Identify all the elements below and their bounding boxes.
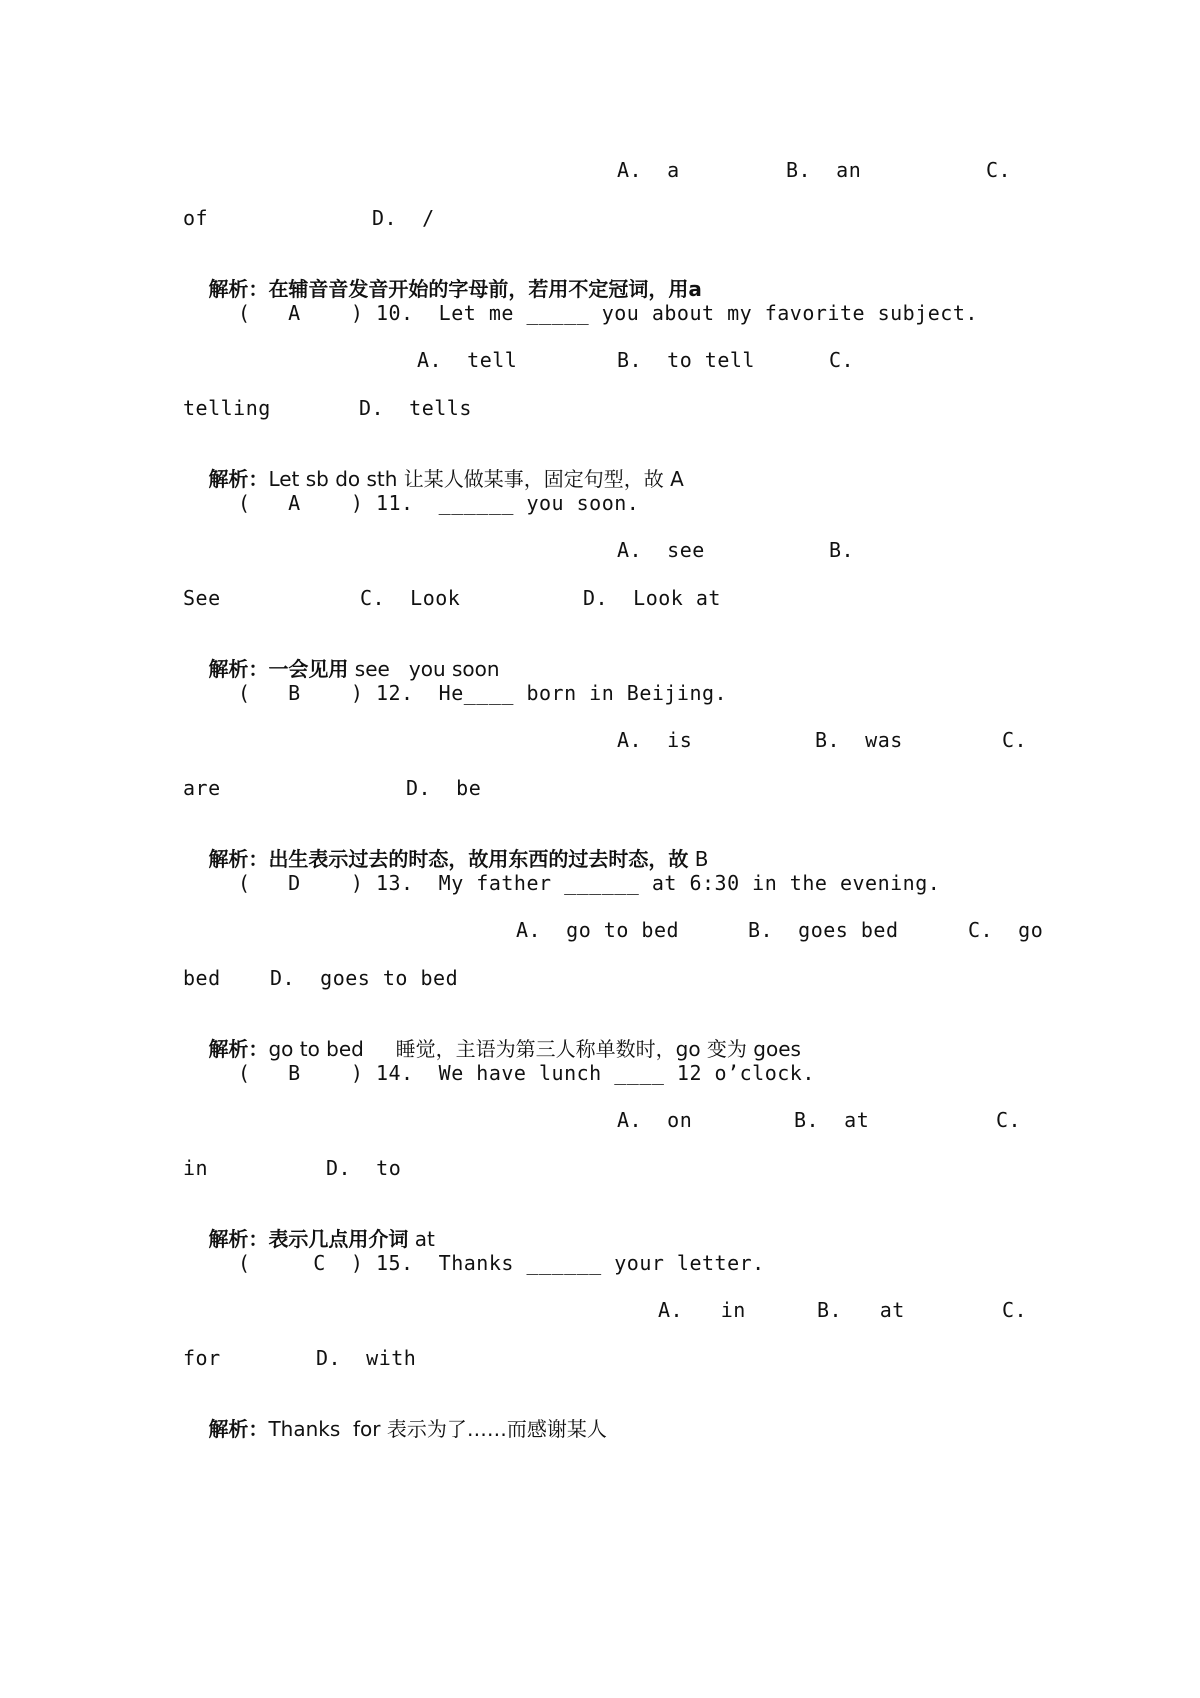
analysis-label: 解析：	[208, 1227, 269, 1251]
question-14: ( B ) 14. We have lunch ____ 12 o’clock.	[238, 1061, 815, 1085]
option-d: D. to	[326, 1156, 402, 1180]
analysis-label: 解析：	[208, 277, 269, 301]
option-b: B. at	[794, 1108, 870, 1132]
question-12: ( B ) 12. He____ born in Beijing.	[238, 681, 728, 705]
analysis-bold-text: 表示几点用介词	[268, 1227, 409, 1251]
question-13: ( D ) 13. My father ______ at 6:30 in the evening.	[238, 871, 941, 895]
option-b: B. an	[786, 158, 862, 182]
option-c: C.	[986, 158, 1012, 182]
option-c: C. Look	[360, 586, 461, 610]
question-11: ( A ) 11. ______ you soon.	[238, 491, 640, 515]
option-a: A. tell	[417, 348, 518, 372]
option-c: C.	[1002, 1298, 1028, 1322]
option-a: A. in	[658, 1298, 746, 1322]
analysis-bold-text: 出生表示过去的时态，故用东西的过去时态，故	[268, 847, 689, 871]
analysis-label: 解析：	[208, 657, 269, 681]
analysis-label: 解析：	[208, 847, 269, 871]
option-c: C.	[829, 348, 855, 372]
option-d: D. with	[316, 1346, 417, 1370]
option-c-text: for	[183, 1346, 221, 1370]
option-c: C. go	[968, 918, 1044, 942]
analysis-label: 解析：	[208, 467, 269, 491]
option-c: C.	[1002, 728, 1028, 752]
option-b: B. to tell	[617, 348, 755, 372]
analysis-text: see you soon	[348, 657, 500, 681]
option-d: D. tells	[359, 396, 472, 420]
question-15: ( C ) 15. Thanks ______ your letter.	[238, 1251, 765, 1275]
question-10: ( A ) 10. Let me _____ you about my favorite subject.	[238, 301, 978, 325]
analysis-label: 解析：	[208, 1417, 269, 1441]
option-b: B.	[829, 538, 855, 562]
option-a: A. is	[617, 728, 693, 752]
analysis-text: B	[688, 847, 709, 871]
analysis-label: 解析：	[208, 1037, 269, 1061]
analysis-text: go to bed 睡觉，主语为第三人称单数时，go 变为 goes	[268, 1037, 801, 1061]
option-c-text: in	[183, 1156, 209, 1180]
option-c-text: telling	[183, 396, 271, 420]
option-d: D. goes to bed	[270, 966, 459, 990]
option-b: B. was	[815, 728, 903, 752]
option-c-text: bed	[183, 966, 221, 990]
analysis-bold-text: 在辅音音发音开始的字母前，若用不定冠词，用a	[268, 277, 702, 301]
option-b: B. at	[817, 1298, 905, 1322]
option-d: D. be	[406, 776, 482, 800]
option-b: B. goes bed	[748, 918, 899, 942]
analysis-text: Thanks for 表示为了……而感谢某人	[268, 1417, 607, 1441]
option-b-text: See	[183, 586, 221, 610]
option-d: D. Look at	[583, 586, 721, 610]
analysis-bold-text: 一会见用	[268, 657, 349, 681]
option-d: D. /	[372, 206, 435, 230]
option-c: C.	[996, 1108, 1022, 1132]
option-a: A. on	[617, 1108, 693, 1132]
option-a: A. see	[617, 538, 705, 562]
option-a: A. go to bed	[516, 918, 680, 942]
analysis-text: Let sb do sth 让某人做某事，固定句型，故 A	[268, 467, 684, 491]
analysis-text: at	[408, 1227, 435, 1251]
analysis	[183, 1393, 607, 1465]
option-a: A. a	[617, 158, 680, 182]
option-c-text: of	[183, 206, 209, 230]
option-c-text: are	[183, 776, 221, 800]
